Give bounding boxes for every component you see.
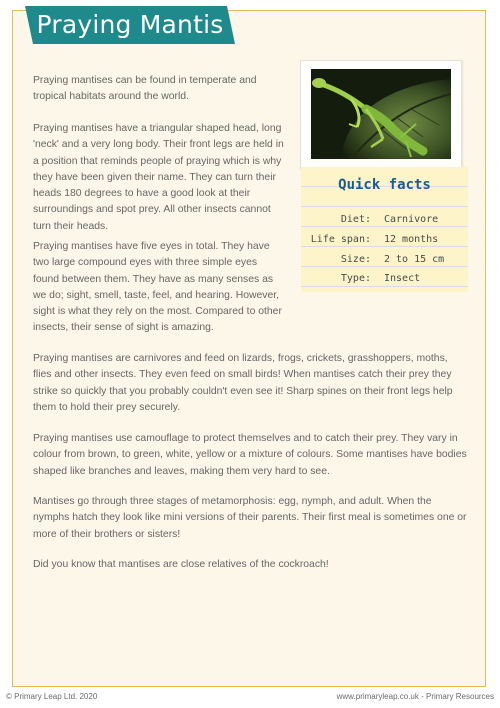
fact-row-type: [301, 273, 468, 291]
fact-label: Size:: [340, 254, 371, 265]
fact-value: 2 to 15 cm: [384, 254, 445, 265]
fact-value: Carnivore: [384, 214, 439, 225]
fact-row-life-span: [301, 234, 468, 252]
page-title: Praying Mantis: [33, 6, 227, 44]
paragraph-eyes: Praying mantises have five eyes in total. They have two large compound eyes with three simple eyes found between them. They have as many senses as we do; sight, smell, taste, feel, and hearing. However, sight is what they rely on the most. Compared to other insects, their sense of sight is amazing.: [33, 241, 282, 334]
fact-row-diet: [301, 214, 468, 232]
paragraph-camouflage: Praying mantises use camouflage to protect themselves and to catch their prey. They vary in colour from brown, to green, white, yellow or a mixture of colours. Some mantises have bodies shaped like branches and leaves, making them very hard to see.: [33, 433, 467, 477]
paragraph-diet: Praying mantises are carnivores and feed on lizards, frogs, crickets, grasshoppers, moths, flies and other insects. They even feed on small birds! When mantises catch their prey they strike so quickly that you probably couldn't even see it! Sharp spines on their front legs help them to hold their prey securely.: [33, 353, 453, 413]
fact-value: 12 months: [384, 234, 439, 245]
fact-row-size: [301, 254, 468, 272]
paragraph-metamorphosis: Mantises go through three stages of metamorphosis: egg, nymph, and adult. When the nymphs hatch they look like mini versions of their parents. Their first meal is sometimes one or more of their brothers or sisters!: [33, 496, 467, 540]
paragraph-habitat: Praying mantises can be found in temperate and tropical habitats around the world.: [33, 75, 257, 103]
fact-label: Type:: [340, 273, 371, 284]
paragraph-body-shape: Praying mantises have a triangular shaped head, long 'neck' and a very long body. Their front legs are held in a position that reminds people of praying which is why they have been given their name. They can turn their heads 180 degrees to have a good look at their surroundings and spot prey. All other insects cannot turn their heads.: [33, 123, 284, 232]
fact-value: Insect: [384, 273, 421, 284]
paragraph-cockroach-fact: Did you know that mantises are close relatives of the cockroach!: [33, 559, 329, 570]
footer-copyright: © Primary Leap Ltd. 2020: [6, 692, 98, 701]
photo-card: [300, 60, 462, 169]
fact-label: Life span:: [310, 234, 371, 245]
mantis-photo: [311, 69, 451, 159]
mantis-illustration: [311, 69, 451, 159]
quick-facts-note: [301, 167, 468, 292]
footer-website-link[interactable]: www.primaryleap.co.uk - Primary Resources: [336, 692, 494, 701]
quick-facts-heading: Quick facts: [338, 177, 431, 193]
fact-label: Diet:: [340, 214, 371, 225]
